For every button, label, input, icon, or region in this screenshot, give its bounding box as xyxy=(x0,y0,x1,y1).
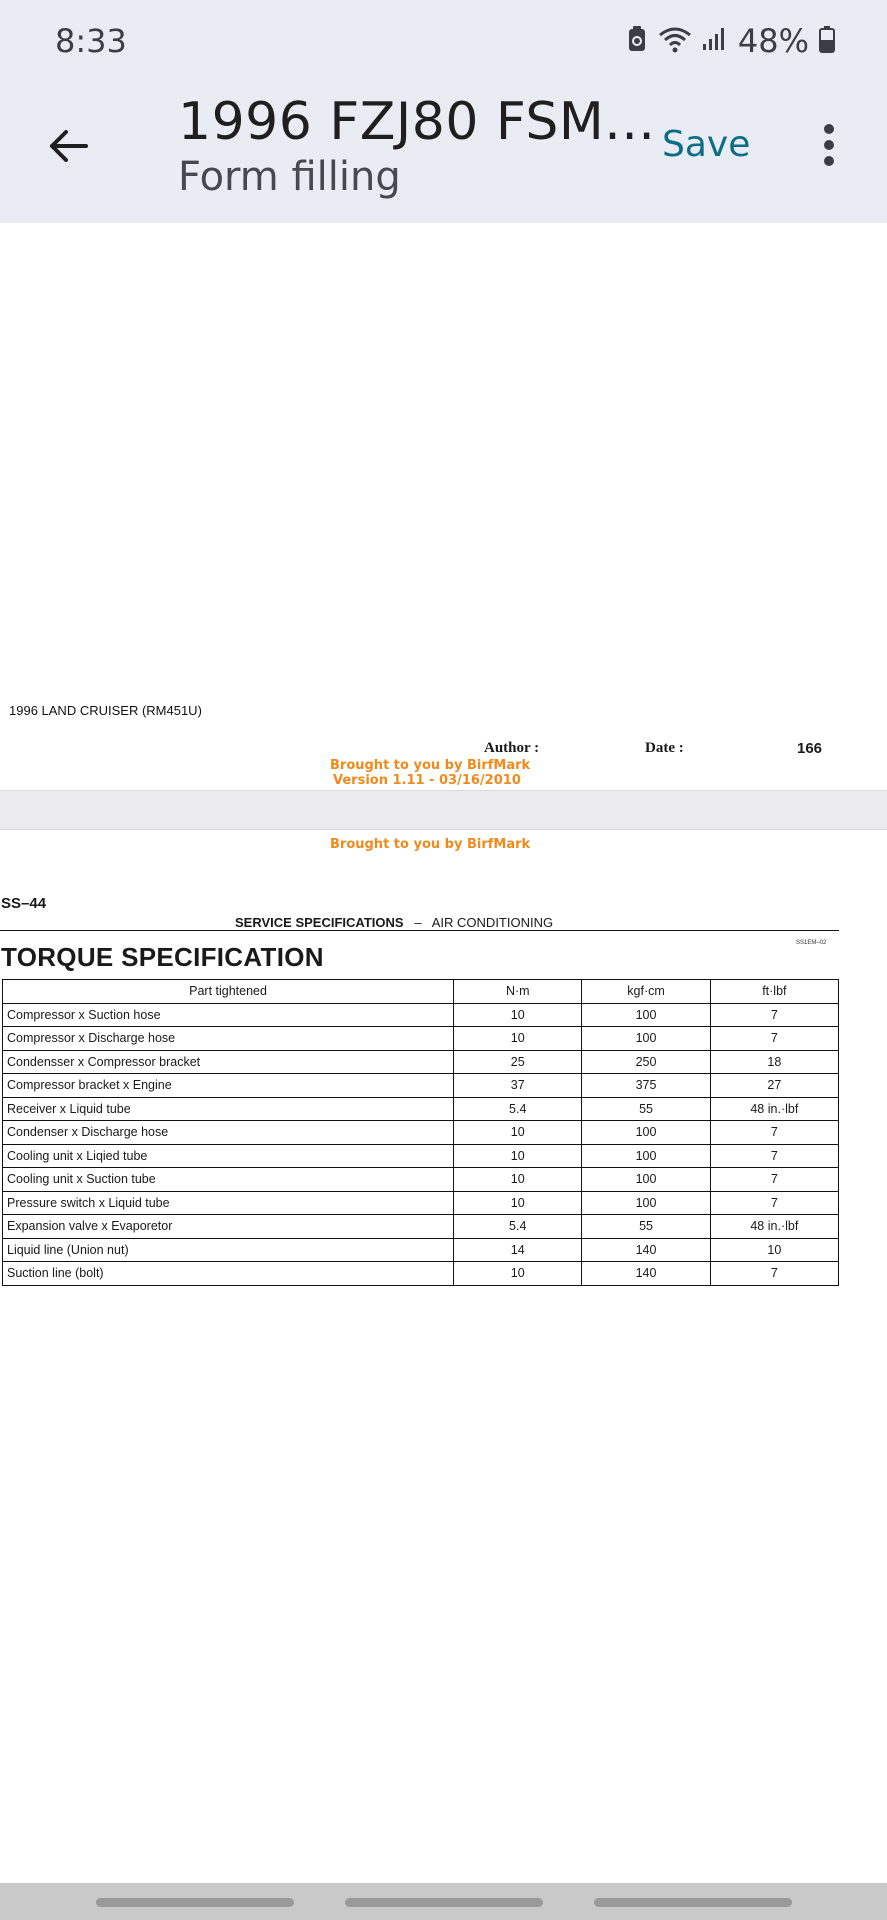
torque-value-cell: 10 xyxy=(454,1121,582,1145)
table-header-row xyxy=(3,980,839,1004)
torque-value-cell: 37 xyxy=(454,1074,582,1098)
torque-value-cell: 10 xyxy=(454,1144,582,1168)
torque-value-cell: 100 xyxy=(582,1121,710,1145)
torque-value-cell: 375 xyxy=(582,1074,710,1098)
torque-value-cell: 14 xyxy=(454,1238,582,1262)
nav-handle[interactable] xyxy=(96,1898,294,1907)
torque-value-cell: 7 xyxy=(710,1144,838,1168)
part-name-cell: Cooling unit x Suction tube xyxy=(3,1168,454,1192)
table-row xyxy=(3,1003,839,1027)
torque-value-cell: 55 xyxy=(582,1097,710,1121)
torque-value-cell: 100 xyxy=(582,1144,710,1168)
part-name-cell: Condensser x Compressor bracket xyxy=(3,1050,454,1074)
torque-value-cell: 10 xyxy=(454,1262,582,1286)
table-row xyxy=(3,1074,839,1098)
doc-code: SS1EM–02 xyxy=(796,940,827,946)
torque-value-cell: 7 xyxy=(710,1168,838,1192)
section-rule xyxy=(0,930,839,931)
section-heading: TORQUE SPECIFICATION xyxy=(1,942,324,972)
arrow-left-icon xyxy=(46,124,90,168)
torque-value-cell: 10 xyxy=(710,1238,838,1262)
column-header: kgf·cm xyxy=(582,980,710,1004)
watermark-text: Brought to you by BirfMark xyxy=(330,837,531,852)
torque-value-cell: 25 xyxy=(454,1050,582,1074)
column-header: N·m xyxy=(454,980,582,1004)
torque-value-cell: 10 xyxy=(454,1027,582,1051)
torque-value-cell: 27 xyxy=(710,1074,838,1098)
battery-saver-icon xyxy=(626,25,648,58)
nav-handle[interactable] xyxy=(345,1898,543,1907)
table-row xyxy=(3,1238,839,1262)
author-label: Author : xyxy=(484,740,540,756)
torque-value-cell: 7 xyxy=(710,1262,838,1286)
part-name-cell: Condenser x Discharge hose xyxy=(3,1121,454,1145)
part-name-cell: Cooling unit x Liqied tube xyxy=(3,1144,454,1168)
part-name-cell: Compressor x Suction hose xyxy=(3,1003,454,1027)
part-name-cell: Receiver x Liquid tube xyxy=(3,1097,454,1121)
watermark-text: Brought to you by BirfMark xyxy=(330,758,531,773)
battery-icon xyxy=(819,25,835,58)
signal-icon xyxy=(702,26,728,57)
torque-value-cell: 55 xyxy=(582,1215,710,1239)
page-number: 166 xyxy=(797,740,823,757)
torque-value-cell: 5.4 xyxy=(454,1097,582,1121)
torque-value-cell: 100 xyxy=(582,1168,710,1192)
torque-value-cell: 250 xyxy=(582,1050,710,1074)
torque-value-cell: 48 in.·lbf xyxy=(710,1097,838,1121)
part-name-cell: Compressor bracket x Engine xyxy=(3,1074,454,1098)
table-row xyxy=(3,1050,839,1074)
table-row xyxy=(3,1121,839,1145)
table-row xyxy=(3,1097,839,1121)
back-button[interactable] xyxy=(40,118,96,174)
table-row xyxy=(3,1144,839,1168)
torque-value-cell: 7 xyxy=(710,1121,838,1145)
column-header: Part tightened xyxy=(3,980,454,1004)
nav-handle[interactable] xyxy=(594,1898,792,1907)
torque-spec-table xyxy=(2,979,839,1286)
date-label: Date : xyxy=(645,740,684,756)
status-icons xyxy=(626,22,835,60)
column-header: ft·lbf xyxy=(710,980,838,1004)
torque-value-cell: 48 in.·lbf xyxy=(710,1215,838,1239)
gesture-nav-bar xyxy=(0,1883,887,1920)
part-name-cell: Compressor x Discharge hose xyxy=(3,1027,454,1051)
page-footer-model: 1996 LAND CRUISER (RM451U) xyxy=(9,703,202,718)
section-header: SERVICE SPECIFICATIONS – AIR CONDITIONING xyxy=(235,915,554,930)
wifi-icon xyxy=(658,25,692,58)
torque-value-cell: 7 xyxy=(710,1027,838,1051)
app-header xyxy=(0,0,887,223)
table-row xyxy=(3,1262,839,1286)
torque-value-cell: 100 xyxy=(582,1027,710,1051)
torque-value-cell: 7 xyxy=(710,1003,838,1027)
torque-value-cell: 10 xyxy=(454,1168,582,1192)
torque-value-cell: 10 xyxy=(454,1191,582,1215)
part-name-cell: Suction line (bolt) xyxy=(3,1262,454,1286)
table-row xyxy=(3,1027,839,1051)
more-options-button[interactable] xyxy=(814,124,844,168)
table-row xyxy=(3,1215,839,1239)
save-button[interactable]: Save xyxy=(662,124,751,165)
document-mode: Form filling xyxy=(178,154,401,200)
table-row xyxy=(3,1168,839,1192)
torque-value-cell: 140 xyxy=(582,1262,710,1286)
part-name-cell: Liquid line (Union nut) xyxy=(3,1238,454,1262)
torque-value-cell: 10 xyxy=(454,1003,582,1027)
page-separator xyxy=(0,790,887,830)
torque-value-cell: 100 xyxy=(582,1191,710,1215)
battery-percent: 48% xyxy=(737,22,809,60)
status-time: 8:33 xyxy=(55,22,127,60)
torque-value-cell: 7 xyxy=(710,1191,838,1215)
table-row xyxy=(3,1191,839,1215)
part-name-cell: Pressure switch x Liquid tube xyxy=(3,1191,454,1215)
page-code: SS–44 xyxy=(1,895,47,912)
torque-value-cell: 140 xyxy=(582,1238,710,1262)
more-vert-icon xyxy=(824,124,834,134)
torque-value-cell: 5.4 xyxy=(454,1215,582,1239)
torque-value-cell: 18 xyxy=(710,1050,838,1074)
watermark-version: Version 1.11 - 03/16/2010 xyxy=(333,773,521,788)
document-title: 1996 FZJ80 FSM... xyxy=(178,92,656,152)
part-name-cell: Expansion valve x Evaporetor xyxy=(3,1215,454,1239)
torque-value-cell: 100 xyxy=(582,1003,710,1027)
